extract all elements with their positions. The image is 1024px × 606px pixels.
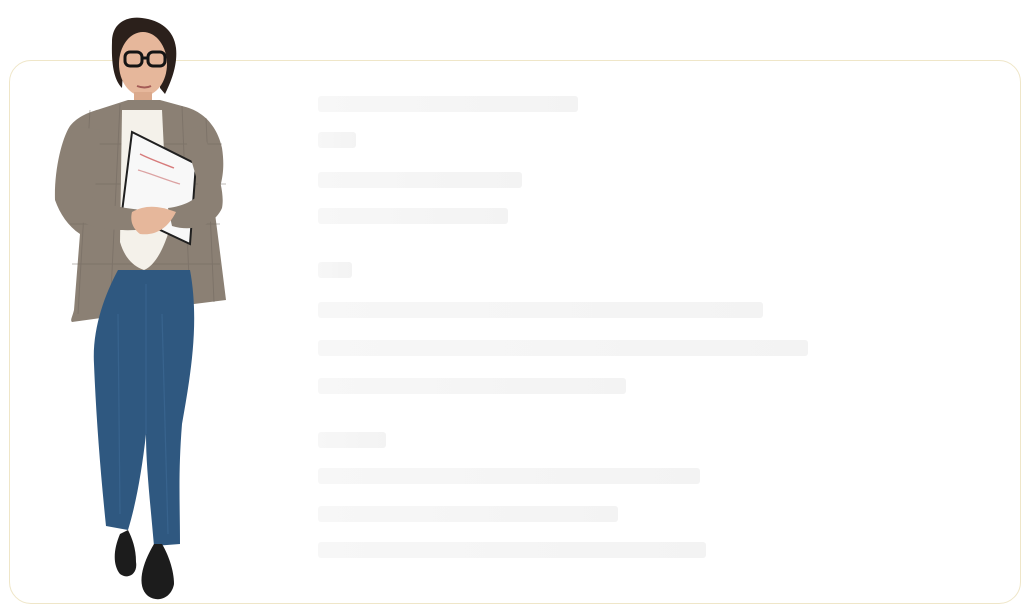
faint-text-line	[318, 340, 808, 356]
faint-text-line	[318, 96, 578, 112]
jeans-shape	[94, 270, 194, 546]
faint-text-line	[318, 302, 763, 318]
faint-text-line	[318, 506, 618, 522]
faint-text-line	[318, 262, 352, 278]
left-shoe-shape	[115, 530, 137, 576]
faint-text-line	[318, 132, 356, 148]
faint-text-line	[318, 172, 522, 188]
faint-text-line	[318, 432, 386, 448]
right-shoe-shape	[141, 544, 174, 599]
faint-text-line	[318, 468, 700, 484]
faint-text-line	[318, 542, 706, 558]
faint-text-line	[318, 378, 626, 394]
person-illustration	[50, 14, 234, 606]
faint-text-line	[318, 208, 508, 224]
